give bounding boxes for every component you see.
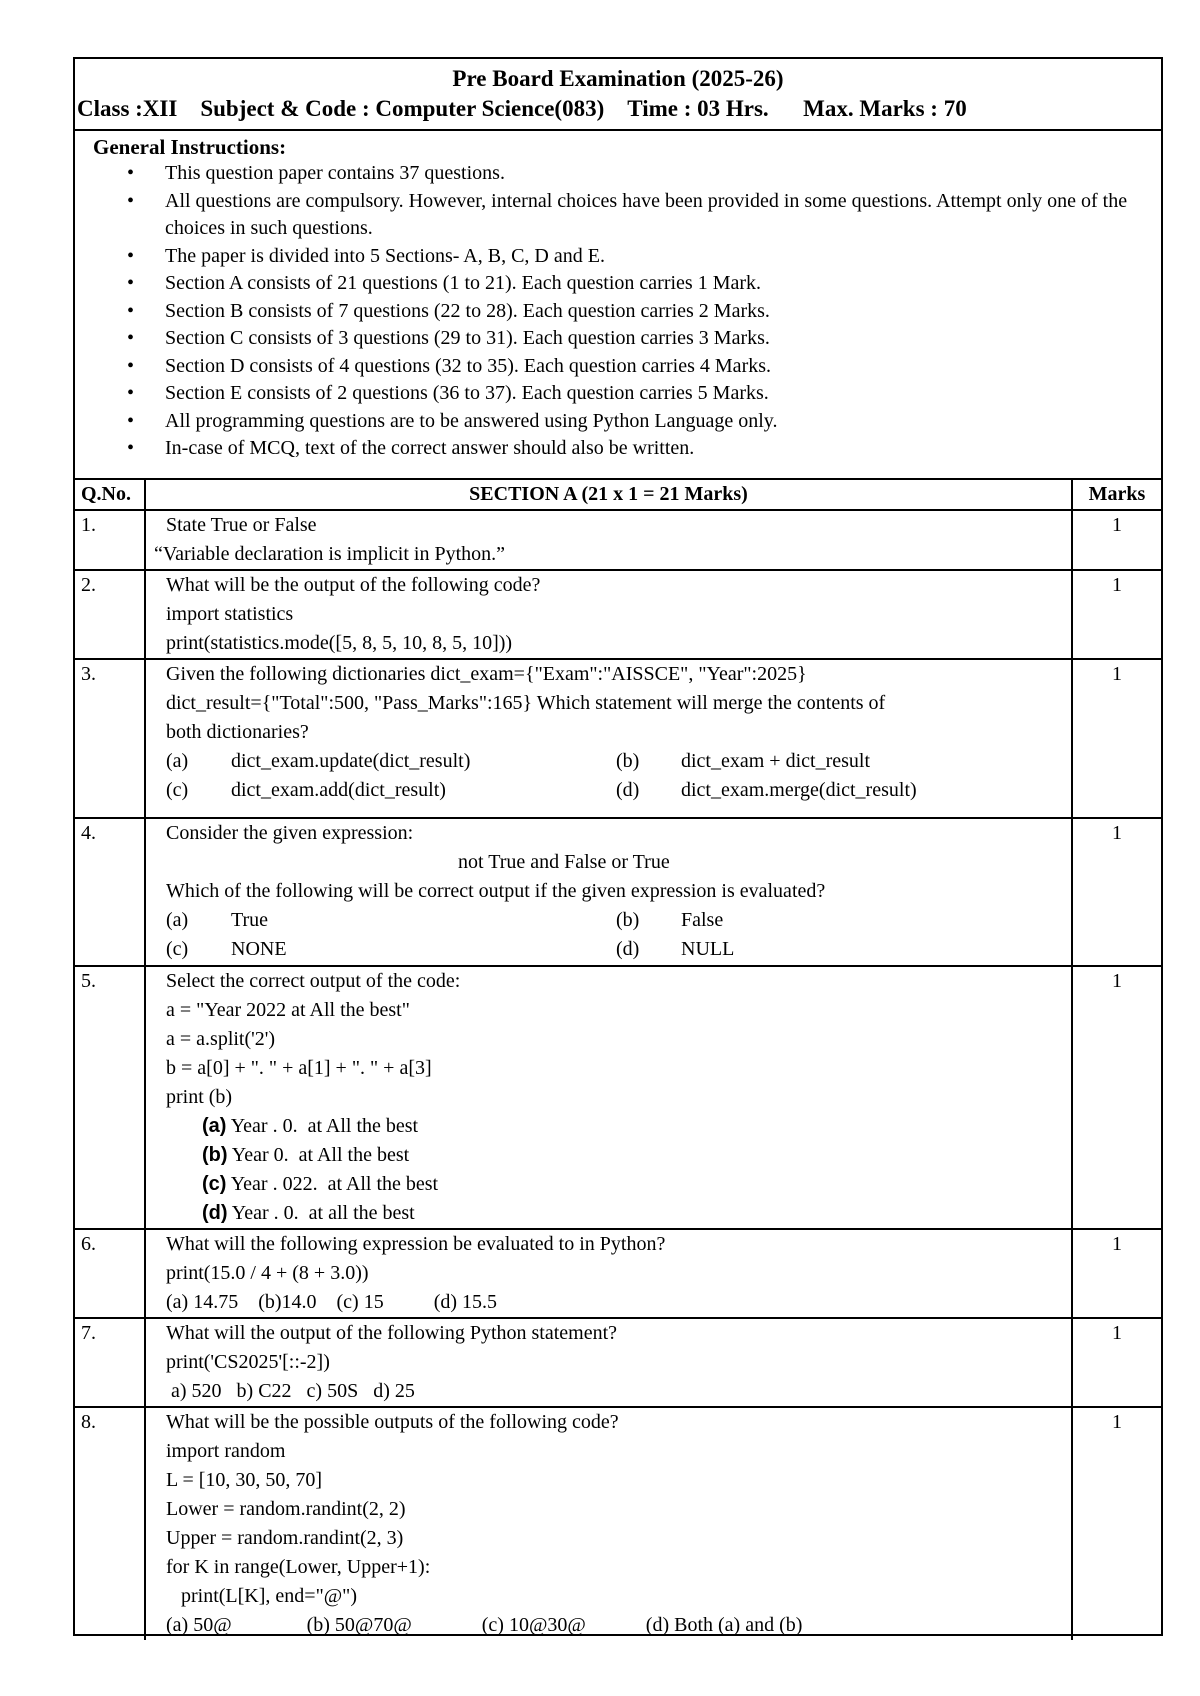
option-item	[166, 1170, 1071, 1199]
instruction-item: • Section C consists of 3 questions (29 to 31). Each question carries 3 Marks.	[165, 325, 1161, 353]
question-row	[75, 1318, 1161, 1407]
option-label: (b)	[202, 1144, 228, 1166]
question-marks: 1	[1072, 1229, 1161, 1318]
question-line: What will the output of the following Python statement?	[166, 1322, 618, 1344]
question-row	[75, 1407, 1161, 1640]
question-body	[145, 1318, 1072, 1407]
question-line: Upper = random.randint(2, 3)	[166, 1527, 404, 1549]
question-marks: 1	[1072, 1407, 1161, 1640]
option-label: (b)	[616, 909, 640, 931]
question-line: print(15.0 / 4 + (8 + 3.0))	[166, 1262, 369, 1284]
question-body	[145, 966, 1072, 1229]
question-body	[145, 818, 1072, 966]
option-item	[166, 1141, 1071, 1170]
question-line: both dictionaries?	[166, 721, 309, 743]
question-row	[75, 818, 1161, 966]
question-expression: not True and False or True	[458, 851, 670, 873]
question-number: 8.	[75, 1407, 145, 1640]
question-number: 5.	[75, 966, 145, 1229]
question-row	[75, 966, 1161, 1229]
exam-title: Pre Board Examination (2025-26)	[452, 66, 784, 91]
question-row	[75, 570, 1161, 659]
question-number: 4.	[75, 818, 145, 966]
instruction-item: • Section A consists of 21 questions (1 to 21). Each question carries 1 Mark.	[165, 270, 1161, 298]
instruction-item: • Section D consists of 4 questions (32 to 35). Each question carries 4 Marks.	[165, 353, 1161, 381]
question-line: State True or False	[166, 514, 317, 536]
question-line: L = [10, 30, 50, 70]	[166, 1469, 323, 1491]
instruction-item: • The paper is divided into 5 Sections- A, B, C, D and E.	[165, 243, 1161, 271]
question-number: 3.	[75, 659, 145, 818]
option-text: True	[231, 909, 269, 931]
option-label: (c)	[166, 938, 189, 960]
question-marks: 1	[1072, 510, 1161, 570]
question-marks: 1	[1072, 966, 1161, 1229]
option-text: False	[681, 909, 724, 931]
exam-meta	[75, 94, 1161, 124]
option-text: dict_exam.add(dict_result)	[231, 779, 446, 801]
general-instructions	[75, 131, 1161, 480]
option-item	[166, 1112, 1071, 1141]
question-number: 1.	[75, 510, 145, 570]
options-row	[166, 906, 1071, 935]
option-label: (c)	[202, 1173, 227, 1195]
instruction-item: • Section B consists of 7 questions (22 to 28). Each question carries 2 Marks.	[165, 298, 1161, 326]
options-row	[166, 776, 1071, 805]
question-number: 2.	[75, 570, 145, 659]
question-line: Select the correct output of the code:	[166, 970, 461, 992]
option-label: (d)	[616, 938, 640, 960]
question-line: for K in range(Lower, Upper+1):	[166, 1556, 431, 1578]
option-text: dict_exam.update(dict_result)	[231, 750, 471, 772]
question-body	[145, 510, 1072, 570]
options-row	[166, 747, 1071, 776]
table-header-row	[75, 480, 1161, 510]
option-text: Year . 0. at all the best	[227, 1202, 415, 1224]
option-item	[166, 1199, 1071, 1228]
option-text: dict_exam.merge(dict_result)	[681, 779, 917, 801]
exam-header	[75, 59, 1161, 131]
question-row	[75, 1229, 1161, 1318]
question-row	[75, 659, 1161, 818]
class-label: Class :XII	[77, 96, 178, 121]
question-options: (a) 14.75 (b)14.0 (c) 15 (d) 15.5	[166, 1291, 498, 1313]
option-label: (d)	[616, 779, 640, 801]
question-marks: 1	[1072, 570, 1161, 659]
instruction-item: • All programming questions are to be answered using Python Language only.	[165, 408, 1161, 436]
option-label: (d)	[202, 1202, 228, 1224]
question-line: print(L[K], end="@")	[166, 1585, 357, 1607]
question-options: a) 520 b) C22 c) 50S d) 25	[166, 1380, 415, 1402]
question-marks: 1	[1072, 1318, 1161, 1407]
instructions-heading: General Instructions:	[93, 135, 287, 159]
option-text: Year 0. at All the best	[227, 1144, 410, 1166]
question-line: Lower = random.randint(2, 2)	[166, 1498, 406, 1520]
option-text: NULL	[681, 938, 735, 960]
time-label: Time : 03 Hrs.	[627, 96, 769, 121]
option-label: (a)	[166, 750, 189, 772]
option-label: (a)	[202, 1115, 227, 1137]
question-line: dict_result={"Total":500, "Pass_Marks":165} Which statement will merge the contents of	[166, 692, 886, 714]
exam-paper	[73, 57, 1163, 1636]
question-body	[145, 1229, 1072, 1318]
question-line: What will be the possible outputs of the following code?	[166, 1411, 619, 1433]
question-line: What will the following expression be evaluated to in Python?	[166, 1233, 666, 1255]
option-text: NONE	[231, 938, 287, 960]
marks-header: Marks	[1072, 480, 1161, 510]
question-line: import statistics	[166, 603, 294, 625]
question-line: print (b)	[166, 1086, 233, 1108]
instruction-item: • In-case of MCQ, text of the correct answer should also be written.	[165, 435, 1161, 463]
instruction-item: • This question paper contains 37 questions.	[165, 160, 1161, 188]
question-body	[145, 1407, 1072, 1640]
questions-table	[75, 480, 1161, 1640]
instruction-item: • All questions are compulsory. However, internal choices have been provided in some questions. Attempt only one of the choices in such questions.	[165, 188, 1161, 243]
question-line: print(statistics.mode([5, 8, 5, 10, 8, 5, 10]))	[166, 632, 513, 654]
option-label: (b)	[616, 750, 640, 772]
question-number: 7.	[75, 1318, 145, 1407]
question-row	[75, 510, 1161, 570]
question-marks: 1	[1072, 818, 1161, 966]
qno-header: Q.No.	[75, 480, 145, 510]
question-options: (a) 50@ (b) 50@70@ (c) 10@30@ (d) Both (a) and (b)	[166, 1614, 803, 1636]
question-body	[145, 570, 1072, 659]
question-line: print('CS2025'[::-2])	[166, 1351, 330, 1373]
question-line: Which of the following will be correct output if the given expression is evaluated?	[166, 880, 826, 902]
question-line: “Variable declaration is implicit in Python.”	[154, 543, 506, 565]
question-number: 6.	[75, 1229, 145, 1318]
question-line: Given the following dictionaries dict_exam={"Exam":"AISSCE", "Year":2025}	[166, 663, 807, 685]
question-body	[145, 659, 1072, 818]
question-line: a = a.split('2')	[166, 1028, 276, 1050]
section-header: SECTION A (21 x 1 = 21 Marks)	[145, 480, 1072, 510]
subject-label: Subject & Code : Computer Science(083)	[200, 96, 605, 121]
option-text: Year . 0. at All the best	[226, 1115, 419, 1137]
instructions-list	[93, 160, 1161, 463]
question-line: Consider the given expression:	[166, 822, 414, 844]
option-text: Year . 022. at All the best	[226, 1173, 439, 1195]
question-line: b = a[0] + ". " + a[1] + ". " + a[3]	[166, 1057, 432, 1079]
max-marks-label: Max. Marks : 70	[803, 96, 967, 121]
options-row	[166, 935, 1071, 964]
question-line: a = "Year 2022 at All the best"	[166, 999, 410, 1021]
question-line: What will be the output of the following code?	[166, 574, 541, 596]
option-text: dict_exam + dict_result	[681, 750, 871, 772]
instruction-item: • Section E consists of 2 questions (36 to 37). Each question carries 5 Marks.	[165, 380, 1161, 408]
question-marks: 1	[1072, 659, 1161, 818]
option-label: (c)	[166, 779, 189, 801]
option-label: (a)	[166, 909, 189, 931]
question-line: import random	[166, 1440, 286, 1462]
